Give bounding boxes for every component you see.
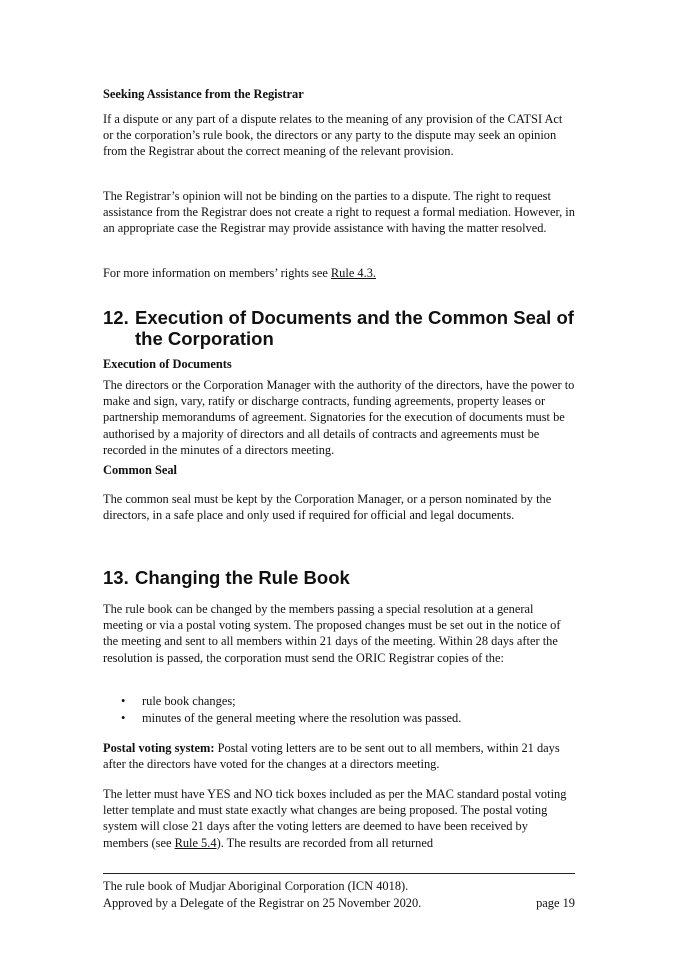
page-number: page 19: [536, 895, 575, 910]
section-13-heading: [103, 567, 575, 588]
list-item: [103, 710, 575, 727]
heading-seeking-assistance: Seeking Assistance from the Registrar: [103, 87, 304, 101]
para-members-rights: [103, 265, 575, 281]
footer-divider: [103, 873, 575, 874]
postal-letter-suffix: ). The results are recorded from all returned: [216, 835, 434, 850]
footer-row: [103, 895, 575, 912]
bullet-text: minutes of the general meeting where the resolution was passed.: [142, 711, 462, 725]
para-registrar-binding: The Registrar’s opinion will not be binding on the parties to a dispute. The right to request assistance from the Registrar does not create a right to request a formal mediation. However, in an appropriate case the Registrar may provide assistance with having the matter resolved.: [103, 189, 575, 236]
para-execution-of-documents: The directors or the Corporation Manager with the authority of the directors, have the power to make and sign, vary, ratify or discharge contracts, funding agreements, property leases or partnership memorandums of agreement. Signatories for the execution of documents must be authorised by a majority of directors and all details of contracts and agreements must be recorded in the minutes of a directors meeting.: [103, 378, 575, 457]
bullet-text: rule book changes;: [142, 694, 236, 708]
section-13-number: 13.: [103, 567, 129, 588]
list-item: [103, 693, 575, 710]
section-12-title: Execution of Documents and the Common Seal of the Corporation: [135, 307, 574, 349]
para-postal-voting: [103, 740, 575, 772]
section-13-title: Changing the Rule Book: [135, 567, 350, 588]
rule-5-4-link[interactable]: Rule 5.4: [174, 835, 217, 850]
bullet-icon: •: [121, 694, 126, 708]
para-registrar-opinion: If a dispute or any part of a dispute relates to the meaning of any provision of the CATSI Act or the corporation’s rule book, the directors or any party to the dispute may seek an opinion from the Registrar about the correct meaning of the relevant provision.: [103, 112, 563, 159]
bullet-list: [103, 693, 575, 727]
footer-line-2: Approved by a Delegate of the Registrar on 25 November 2020.: [103, 895, 422, 910]
para-postal-letter: [103, 786, 575, 851]
postal-voting-label: Postal voting system:: [103, 741, 215, 755]
heading-execution-of-documents: Execution of Documents: [103, 357, 232, 371]
section-12-heading: [103, 307, 575, 349]
bullet-icon: •: [121, 711, 126, 725]
section-12-number: 12.: [103, 307, 129, 328]
postal-letter-text: The letter must have YES and NO tick boxes included as per the MAC standard postal voting letter template and must state exactly what changes are being proposed. The postal voting system will close 21 days after the voting letters are deemed to have been received by members (see: [103, 787, 567, 850]
heading-common-seal: Common Seal: [103, 463, 177, 477]
page-footer: [103, 878, 575, 911]
footer-line-1: The rule book of Mudjar Aboriginal Corporation (ICN 4018).: [103, 879, 409, 893]
para-common-seal: The common seal must be kept by the Corporation Manager, or a person nominated by the directors, in a safe place and only used if required for official and legal documents.: [103, 492, 552, 523]
postal-voting-text: Postal voting letters are to be sent out to all members, within 21 days after the directors have voted for the changes at a directors meeting.: [103, 741, 560, 772]
members-rights-text: For more information on members’ rights see: [103, 266, 331, 280]
para-changing-rule-book: The rule book can be changed by the members passing a special resolution at a general meeting or via a postal voting system. The proposed changes must be set out in the notice of the meeting and sent to all members within 21 days of the meeting. Within 28 days after the resolution is passed, the corporation must send the ORIC Registrar copies of the:: [103, 602, 561, 665]
rule-4-3-link[interactable]: Rule 4.3.: [330, 266, 377, 280]
